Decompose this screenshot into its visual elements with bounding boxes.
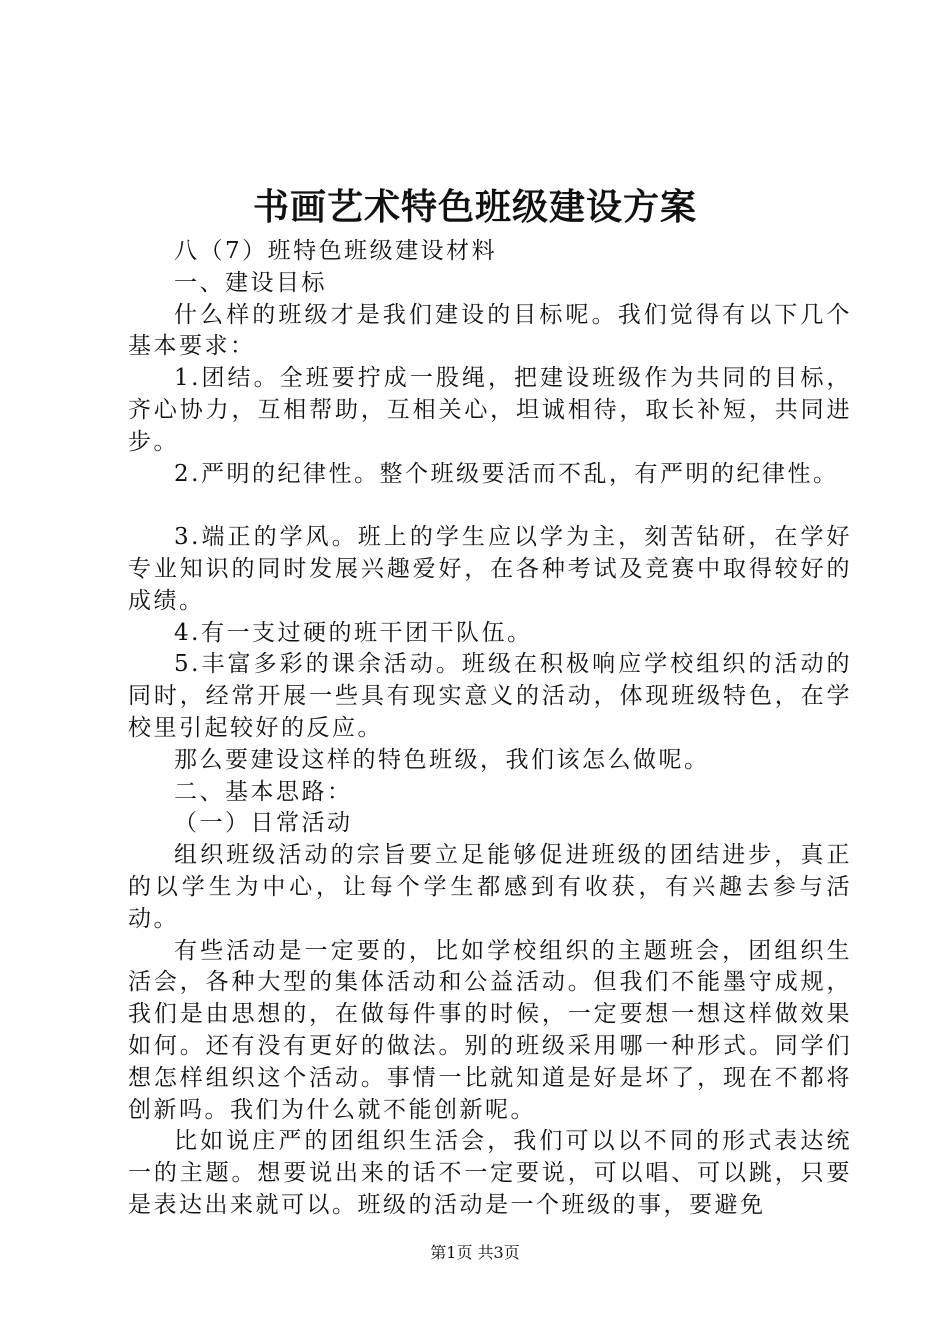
list-item-study-style: 3.端正的学风。班上的学生应以学为主，刻苦钻研，在学好专业知识的同时发展兴趣爱好，在各种考试及竞赛中取得较好的成绩。 [128, 524, 852, 614]
paragraph: 有些活动是一定要的，比如学校组织的主题班会，团组织生活会，各种大型的集体活动和公益活动。但我们不能墨守成规，我们是由思想的，在做每件事的时候，一定要想一想这样做效果如何。还有没有更好的做法。别的班级采用哪一种形式。同学们想怎样组织这个活动。事情一比就知道是好是坏了，现在不都将创新吗。我们为什么就不能创新呢。 [128, 937, 852, 1123]
paragraph: 组织班级活动的宗旨要立足能够促进班级的团结进步，真正的以学生为中心，让每个学生都感到有收获，有兴趣去参与活动。 [128, 842, 852, 932]
document-title: 书画艺术特色班级建设方案 [252, 186, 697, 228]
list-item-unity: 1.团结。全班要拧成一股绳，把建设班级作为共同的目标，齐心协力，互相帮助，互相关心，坦诚相待，取长补短，共同进步。 [128, 365, 852, 455]
paragraph: 什么样的班级才是我们建设的目标呢。我们觉得有以下几个基本要求： [128, 301, 852, 360]
paragraph: 比如说庄严的团组织生活会，我们可以以不同的形式表达统一的主题。想要说出来的话不一定要说，可以唱、可以跳，只要是表达出来就可以。班级的活动是一个班级的事，要避免 [128, 1128, 852, 1218]
page-footer: 第1页 共3页 [430, 1243, 520, 1262]
list-item-cadre-team: 4.有一支过硬的班干团干队伍。 [174, 619, 533, 646]
paragraph-class-heading: 八（7）班特色班级建设材料 [174, 238, 498, 264]
section-heading-ideas: 二、基本思路： [174, 778, 353, 805]
section-heading-goals: 一、建设目标 [174, 269, 327, 296]
list-item-activities: 5.丰富多彩的课余活动。班级在积极响应学校组织的活动的同时，经常开展一些具有现实意义的活动，体现班级特色，在学校里引起较好的反应。 [128, 651, 852, 741]
paragraph: 那么要建设这样的特色班级，我们该怎么做呢。 [174, 746, 710, 773]
document-body [128, 236, 852, 1222]
list-item-discipline: 2.严明的纪律性。整个班级要活而不乱，有严明的纪律性。 [174, 460, 839, 487]
subsection-heading-daily: （一）日常活动 [174, 810, 353, 837]
